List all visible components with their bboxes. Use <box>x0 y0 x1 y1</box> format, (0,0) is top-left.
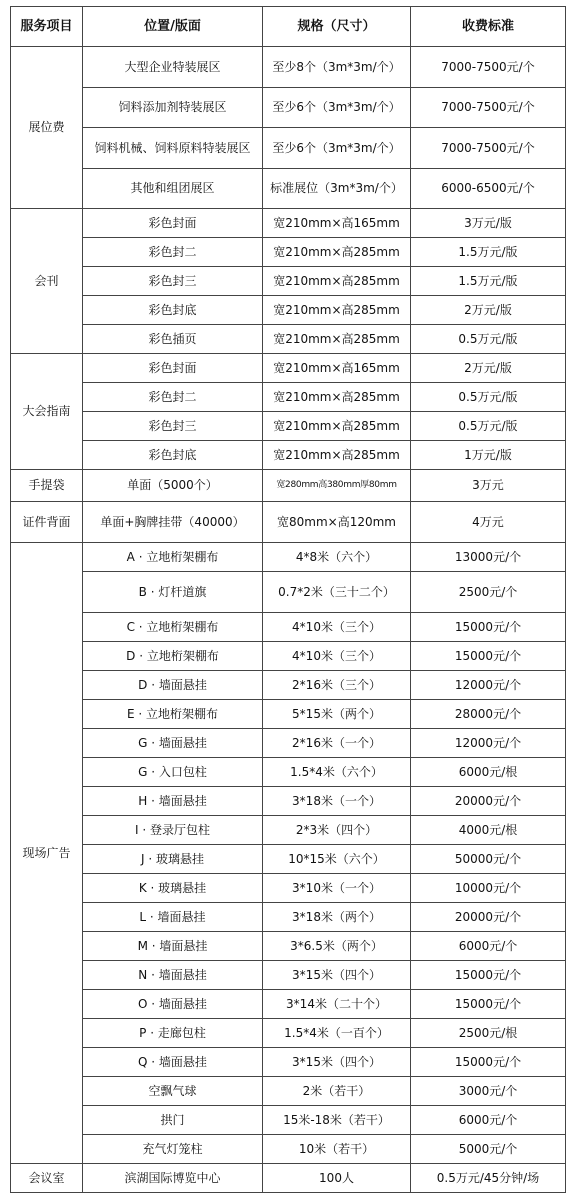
position-cell: B · 灯杆道旗 <box>83 572 263 613</box>
position-cell: 彩色封底 <box>83 296 263 325</box>
table-row <box>11 1135 566 1164</box>
table-row <box>11 932 566 961</box>
table-row <box>11 816 566 845</box>
position-cell: 拱门 <box>83 1106 263 1135</box>
spec-cell: 4*8米（六个） <box>263 543 411 572</box>
spec-cell: 标准展位（3m*3m/个） <box>263 169 411 209</box>
position-cell: 彩色封二 <box>83 238 263 267</box>
spec-cell: 至少8个（3m*3m/个） <box>263 47 411 88</box>
fee-table <box>10 6 566 1193</box>
position-cell: 空飘气球 <box>83 1077 263 1106</box>
fee-cell: 20000元/个 <box>411 903 566 932</box>
header-spec: 规格（尺寸） <box>263 7 411 47</box>
spec-cell: 0.7*2米（三十二个） <box>263 572 411 613</box>
fee-cell: 15000元/个 <box>411 961 566 990</box>
table-row <box>11 543 566 572</box>
fee-cell: 3万元 <box>411 470 566 502</box>
table-row <box>11 1106 566 1135</box>
spec-cell: 2*3米（四个） <box>263 816 411 845</box>
position-cell: 滨湖国际博览中心 <box>83 1164 263 1193</box>
position-cell: C · 立地桁架棚布 <box>83 613 263 642</box>
fee-cell: 6000元/个 <box>411 932 566 961</box>
spec-cell: 3*18米（两个） <box>263 903 411 932</box>
position-cell: E · 立地桁架棚布 <box>83 700 263 729</box>
fee-cell: 6000-6500元/个 <box>411 169 566 209</box>
table-row <box>11 1164 566 1193</box>
table-row <box>11 267 566 296</box>
spec-cell: 4*10米（三个） <box>263 642 411 671</box>
header-row <box>11 7 566 47</box>
spec-cell: 宽210mm×高285mm <box>263 296 411 325</box>
fee-cell: 50000元/个 <box>411 845 566 874</box>
table-row <box>11 1048 566 1077</box>
table-row <box>11 700 566 729</box>
fee-cell: 15000元/个 <box>411 642 566 671</box>
header-category: 服务项目 <box>11 7 83 47</box>
spec-cell: 宽210mm×高285mm <box>263 238 411 267</box>
position-cell: G · 入口包柱 <box>83 758 263 787</box>
position-cell: N · 墙面悬挂 <box>83 961 263 990</box>
fee-cell: 12000元/个 <box>411 729 566 758</box>
table-row <box>11 169 566 209</box>
fee-cell: 2500元/根 <box>411 1019 566 1048</box>
position-cell: 单面（5000个） <box>83 470 263 502</box>
position-cell: H · 墙面悬挂 <box>83 787 263 816</box>
fee-cell: 7000-7500元/个 <box>411 128 566 169</box>
category-cell: 现场广告 <box>11 543 83 1164</box>
position-cell: A · 立地桁架棚布 <box>83 543 263 572</box>
table-row <box>11 1077 566 1106</box>
position-cell: 大型企业特装展区 <box>83 47 263 88</box>
table-row <box>11 903 566 932</box>
fee-cell: 0.5万元/版 <box>411 325 566 354</box>
spec-cell: 2*16米（三个） <box>263 671 411 700</box>
table-row <box>11 845 566 874</box>
fee-cell: 10000元/个 <box>411 874 566 903</box>
table-row <box>11 642 566 671</box>
fee-cell: 0.5万元/版 <box>411 412 566 441</box>
fee-cell: 15000元/个 <box>411 613 566 642</box>
position-cell: 彩色封三 <box>83 412 263 441</box>
spec-cell: 4*10米（三个） <box>263 613 411 642</box>
spec-cell: 2米（若干） <box>263 1077 411 1106</box>
table-row <box>11 128 566 169</box>
fee-cell: 0.5万元/45分钟/场 <box>411 1164 566 1193</box>
spec-cell: 2*16米（一个） <box>263 729 411 758</box>
table-row <box>11 613 566 642</box>
table-row <box>11 325 566 354</box>
spec-cell: 宽210mm×高285mm <box>263 412 411 441</box>
table-row <box>11 1019 566 1048</box>
spec-cell: 3*15米（四个） <box>263 961 411 990</box>
spec-cell: 3*6.5米（两个） <box>263 932 411 961</box>
position-cell: 饲料添加剂特装展区 <box>83 88 263 128</box>
position-cell: L · 墙面悬挂 <box>83 903 263 932</box>
spec-cell: 3*18米（一个） <box>263 787 411 816</box>
table-row <box>11 354 566 383</box>
fee-cell: 3000元/个 <box>411 1077 566 1106</box>
spec-cell: 宽210mm×高285mm <box>263 383 411 412</box>
category-cell: 手提袋 <box>11 470 83 502</box>
spec-cell: 宽80mm×高120mm <box>263 502 411 543</box>
table-row <box>11 412 566 441</box>
fee-cell: 28000元/个 <box>411 700 566 729</box>
spec-cell: 宽210mm×高165mm <box>263 354 411 383</box>
table-row <box>11 441 566 470</box>
spec-cell: 15米-18米（若干） <box>263 1106 411 1135</box>
fee-cell: 0.5万元/版 <box>411 383 566 412</box>
fee-cell: 2500元/个 <box>411 572 566 613</box>
table-row <box>11 238 566 267</box>
position-cell: I · 登录厅包柱 <box>83 816 263 845</box>
position-cell: 饲料机械、饲料原料特装展区 <box>83 128 263 169</box>
fee-cell: 2万元/版 <box>411 296 566 325</box>
header-fee: 收费标准 <box>411 7 566 47</box>
fee-cell: 7000-7500元/个 <box>411 47 566 88</box>
fee-cell: 1.5万元/版 <box>411 238 566 267</box>
table-row <box>11 209 566 238</box>
category-cell: 会议室 <box>11 1164 83 1193</box>
position-cell: G · 墙面悬挂 <box>83 729 263 758</box>
spec-cell: 宽210mm×高165mm <box>263 209 411 238</box>
fee-cell: 13000元/个 <box>411 543 566 572</box>
table-row <box>11 88 566 128</box>
position-cell: 彩色封底 <box>83 441 263 470</box>
spec-cell: 3*14米（二十个） <box>263 990 411 1019</box>
fee-cell: 6000元/个 <box>411 1106 566 1135</box>
spec-cell: 至少6个（3m*3m/个） <box>263 88 411 128</box>
fee-cell: 4000元/根 <box>411 816 566 845</box>
fee-cell: 15000元/个 <box>411 990 566 1019</box>
spec-cell: 宽210mm×高285mm <box>263 441 411 470</box>
spec-cell: 宽210mm×高285mm <box>263 325 411 354</box>
position-cell: K · 玻璃悬挂 <box>83 874 263 903</box>
spec-cell: 宽210mm×高285mm <box>263 267 411 296</box>
spec-cell: 3*15米（四个） <box>263 1048 411 1077</box>
fee-cell: 7000-7500元/个 <box>411 88 566 128</box>
fee-cell: 1万元/版 <box>411 441 566 470</box>
table-row <box>11 787 566 816</box>
table-row <box>11 296 566 325</box>
position-cell: 单面+胸牌挂带（40000） <box>83 502 263 543</box>
position-cell: 其他和组团展区 <box>83 169 263 209</box>
table-row <box>11 671 566 700</box>
table-row <box>11 758 566 787</box>
table-body <box>11 47 566 1193</box>
fee-cell: 5000元/个 <box>411 1135 566 1164</box>
category-cell: 会刊 <box>11 209 83 354</box>
position-cell: 彩色封二 <box>83 383 263 412</box>
spec-cell: 5*15米（两个） <box>263 700 411 729</box>
table-row <box>11 572 566 613</box>
spec-cell: 1.5*4米（一百个） <box>263 1019 411 1048</box>
fee-cell: 3万元/版 <box>411 209 566 238</box>
fee-cell: 12000元/个 <box>411 671 566 700</box>
spec-cell: 1.5*4米（六个） <box>263 758 411 787</box>
header-position: 位置/版面 <box>83 7 263 47</box>
category-cell: 大会指南 <box>11 354 83 470</box>
position-cell: J · 玻璃悬挂 <box>83 845 263 874</box>
category-cell: 证件背面 <box>11 502 83 543</box>
fee-cell: 2万元/版 <box>411 354 566 383</box>
position-cell: 彩色插页 <box>83 325 263 354</box>
spec-cell: 至少6个（3m*3m/个） <box>263 128 411 169</box>
fee-cell: 15000元/个 <box>411 1048 566 1077</box>
position-cell: 彩色封三 <box>83 267 263 296</box>
spec-cell: 宽280mm高380mm厚80mm <box>263 470 411 502</box>
position-cell: M · 墙面悬挂 <box>83 932 263 961</box>
spec-cell: 10米（若干） <box>263 1135 411 1164</box>
position-cell: 充气灯笼柱 <box>83 1135 263 1164</box>
table-row <box>11 502 566 543</box>
position-cell: 彩色封面 <box>83 209 263 238</box>
table-row <box>11 729 566 758</box>
table-row <box>11 961 566 990</box>
position-cell: D · 墙面悬挂 <box>83 671 263 700</box>
spec-cell: 3*10米（一个） <box>263 874 411 903</box>
spec-cell: 10*15米（六个） <box>263 845 411 874</box>
fee-cell: 4万元 <box>411 502 566 543</box>
table-row <box>11 874 566 903</box>
fee-cell: 20000元/个 <box>411 787 566 816</box>
position-cell: 彩色封面 <box>83 354 263 383</box>
position-cell: Q · 墙面悬挂 <box>83 1048 263 1077</box>
table-row <box>11 470 566 502</box>
fee-cell: 1.5万元/版 <box>411 267 566 296</box>
category-cell: 展位费 <box>11 47 83 209</box>
fee-cell: 6000元/根 <box>411 758 566 787</box>
table-row <box>11 383 566 412</box>
table-row <box>11 47 566 88</box>
position-cell: O · 墙面悬挂 <box>83 990 263 1019</box>
position-cell: D · 立地桁架棚布 <box>83 642 263 671</box>
spec-cell: 100人 <box>263 1164 411 1193</box>
position-cell: P · 走廊包柱 <box>83 1019 263 1048</box>
table-row <box>11 990 566 1019</box>
